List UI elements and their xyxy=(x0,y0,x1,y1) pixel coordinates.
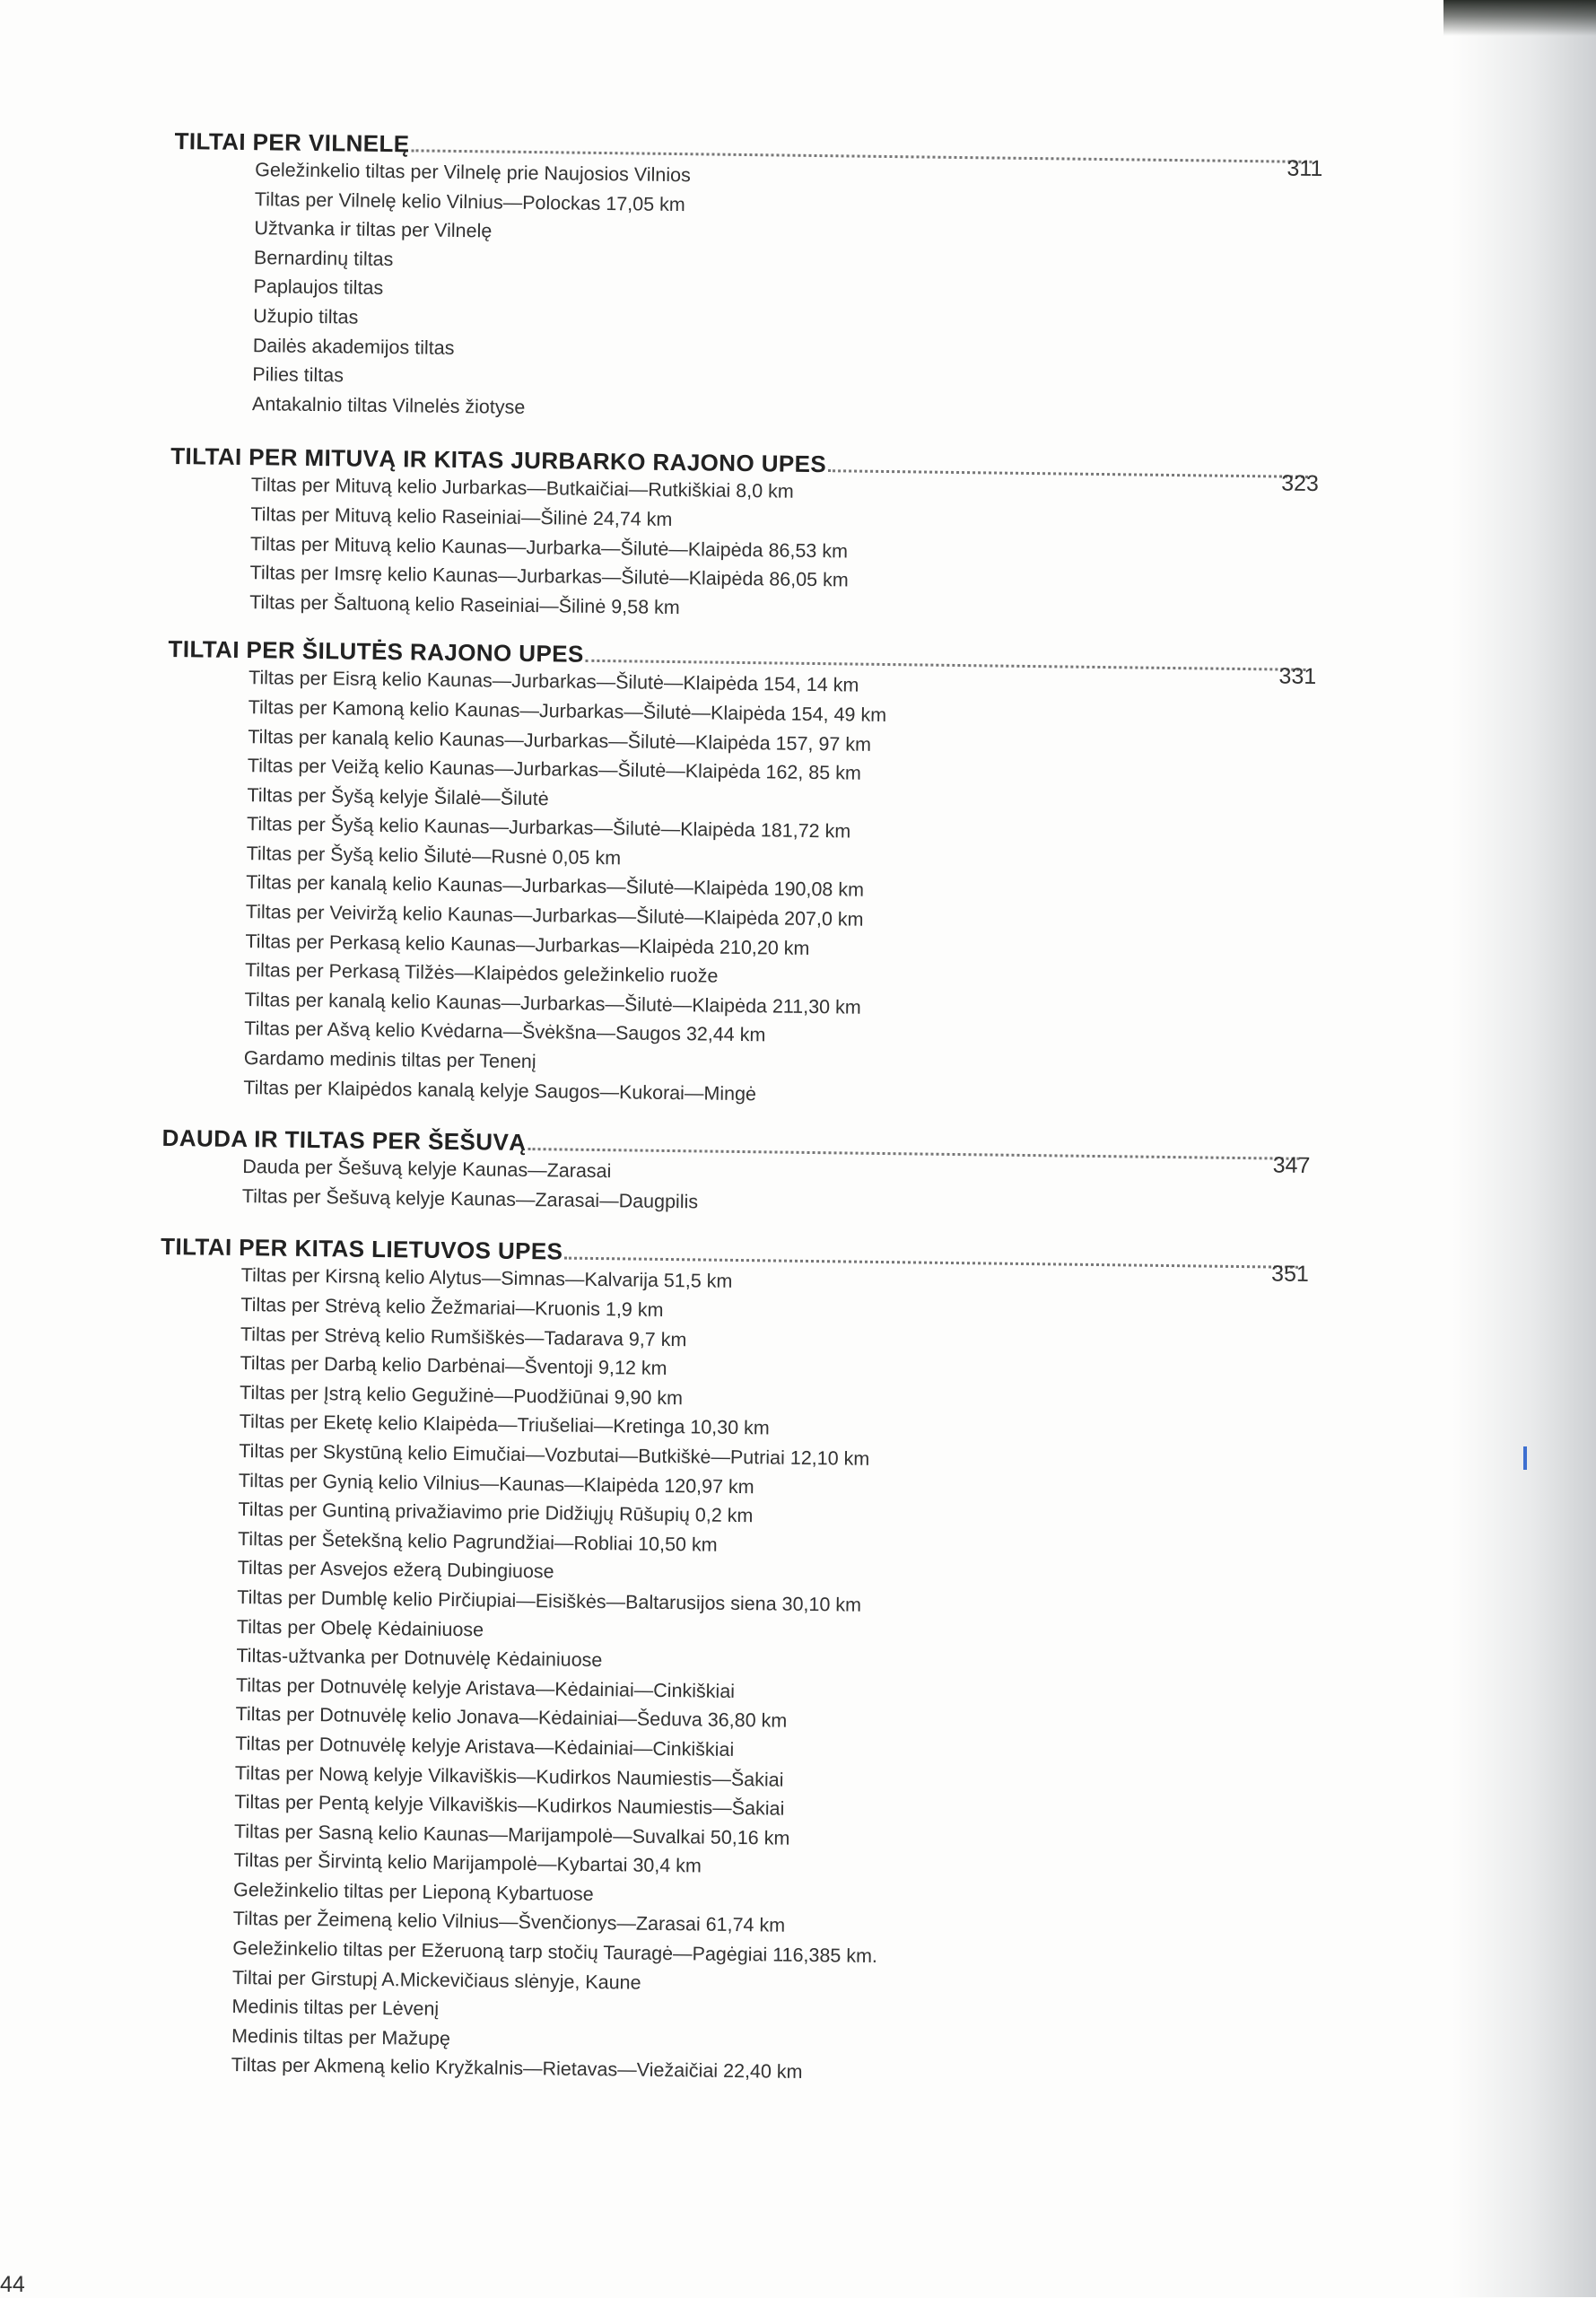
toc-entry: Tiltas per Asvejos ežerą Dubingiuose xyxy=(237,1557,554,1583)
toc-entry: Tiltas per Darbą kelio Darbėnai—Šventoji 9,12 km xyxy=(240,1352,667,1380)
toc-entry: Tiltas per Dotnuvėlę kelyje Aristava—Kėdainiai—Cinkiškiai xyxy=(235,1732,735,1761)
bookmark-strip xyxy=(1523,1446,1527,1470)
toc-entry: Geležinkelio tiltas per Vilnelę prie Naujosios Vilnios xyxy=(255,159,691,187)
section-title: TILTAI PER ŠILUTĖS RAJONO UPES xyxy=(168,635,584,668)
toc-entry: Tiltas per Imsrę kelio Kaunas—Jurbarkas—Šilutė—Klaipėda 86,05 km xyxy=(249,562,849,591)
toc-entry: Užtvanka ir tiltas per Vilnelę xyxy=(254,217,493,242)
section-title: TILTAI PER KITAS LIETUVOS UPES xyxy=(160,1233,563,1265)
toc-entry: Pilies tiltas xyxy=(252,363,344,387)
toc-entry: Tiltas per Perkasą kelio Kaunas—Jurbarkas—Klaipėda 210,20 km xyxy=(245,930,810,959)
toc-entry: Paplaujos tiltas xyxy=(253,275,384,300)
section-page-number: 323 xyxy=(1281,470,1320,497)
section-page-number: 331 xyxy=(1278,663,1317,690)
toc-entry: Tiltas per Mituvą kelio Raseiniai—Šilinė 24,74 km xyxy=(250,503,673,530)
toc-entry: Tiltas per Žeimeną kelio Vilnius—Švenčionys—Zarasai 61,74 km xyxy=(232,1908,786,1937)
toc-entry: Antakalnio tiltas Vilnelės žiotyse xyxy=(251,392,526,418)
toc-entry: Tiltas per kanalą kelio Kaunas—Jurbarkas—Šilutė—Klaipėda 211,30 km xyxy=(244,988,861,1018)
toc-entry: Tiltas per Ašvą kelio Kvėdarna—Švėkšna—Saugos 32,44 km xyxy=(244,1018,766,1046)
toc-entry: Tiltas per Skystūną kelio Eimučiai—Vozbutai—Butkiškė—Putriai 12,10 km xyxy=(239,1439,870,1470)
toc-entry: Tiltas per Mituvą kelio Kaunas—Jurbarka—Šilutė—Klaipėda 86,53 km xyxy=(249,532,849,562)
toc-entry: Užupio tiltas xyxy=(253,305,359,328)
toc-entry: Tiltas per Strėvą kelio Žežmariai—Kruonis 1,9 km xyxy=(240,1294,664,1321)
section-title: TILTAI PER VILNELĘ xyxy=(174,127,410,158)
toc-entry: Tiltas per Veižą kelio Kaunas—Jurbarkas—Šilutė—Klaipėda 162, 85 km xyxy=(247,755,861,784)
page-number: 44 xyxy=(0,2272,25,2297)
toc-entry: Tiltai per Girstupį A.Mickevičiaus slėnyje, Kaune xyxy=(231,1966,641,1994)
toc-entry: Tiltas per Guntiną privažiavimo prie Didžiųjų Rūšupių 0,2 km xyxy=(238,1499,754,1527)
section-entries xyxy=(171,154,1323,432)
section-title: TILTAI PER MITUVĄ IR KITAS JURBARKO RAJONO UPES xyxy=(170,442,827,478)
toc-entry: Medinis tiltas per Mažupę xyxy=(231,2024,451,2049)
toc-entry: Tiltas per Dotnuvėlę kelio Jonava—Kėdainiai—Šeduva 36,80 km xyxy=(235,1703,788,1733)
toc-entry: Tiltas per Kamoną kelio Kaunas—Jurbarkas—Šilutė—Klaipėda 154, 49 km xyxy=(248,695,887,726)
toc-entry: Tiltas per Dumblę kelio Pirčiupiai—Eisiškės—Baltarusijos siena 30,10 km xyxy=(237,1586,862,1616)
toc-entry: Tiltas-užtvanka per Dotnuvėlę Kėdainiuose xyxy=(236,1645,603,1672)
toc-entry: Dauda per Šešuvą kelyje Kaunas—Zarasai xyxy=(242,1156,612,1183)
section-page-number: 351 xyxy=(1270,1261,1310,1288)
toc-entry: Tiltas per Gynią kelio Vilnius—Kaunas—Klaipėda 120,97 km xyxy=(238,1469,754,1498)
toc-entry: Tiltas per Dotnuvėlę kelyje Aristava—Kėdainiai—Cinkiškiai xyxy=(235,1673,736,1702)
toc-entry: Tiltas per Šyšą kelyje Šilalė—Šilutė xyxy=(247,783,549,809)
toc-entry: Tiltas per Šyšą kelio Šilutė—Rusnė 0,05 km xyxy=(246,842,622,869)
toc-entry: Tiltas per Širvintą kelio Marijampolė—Kybartai 30,4 km xyxy=(233,1849,702,1877)
toc-entry: Geležinkelio tiltas per Lieponą Kybartuose xyxy=(233,1878,594,1905)
section-entries xyxy=(150,1260,1308,2093)
toc-entry: Tiltas per Kirsną kelio Alytus—Simnas—Kalvarija 51,5 km xyxy=(240,1264,733,1293)
toc-entry: Tiltas per Eketę kelio Klaipėda—Triušeliai—Kretinga 10,30 km xyxy=(239,1411,770,1439)
section-title: DAUDA IR TILTAS PER ŠEŠUVĄ xyxy=(161,1124,527,1157)
toc-entry: Tiltas per Šešuvą kelyje Kaunas—Zarasai—Daugpilis xyxy=(241,1184,699,1213)
toc-entry: Tiltas per Akmeną kelio Kryžkalnis—Rietavas—Viežaičiai 22,40 km xyxy=(231,2054,803,2084)
toc-entry: Tiltas per kanalą kelio Kaunas—Jurbarkas—Šilutė—Klaipėda 157, 97 km xyxy=(248,725,872,756)
table-of-contents xyxy=(150,115,1322,2093)
toc-entry: Tiltas per Eisrą kelio Kaunas—Jurbarkas—Šilutė—Klaipėda 154, 14 km xyxy=(248,667,859,696)
toc-section xyxy=(150,1220,1309,2093)
toc-entry: Tiltas per Vilnelę kelio Vilnius—Polockas 17,05 km xyxy=(254,188,685,215)
toc-entry: Tiltas per Klaipėdos kanalą kelyje Saugos—Kukorai—Mingė xyxy=(243,1076,757,1105)
section-page-number: 347 xyxy=(1272,1152,1311,1179)
toc-section xyxy=(162,623,1317,1115)
toc-entry: Tiltas per Veiviržą kelio Kaunas—Jurbarkas—Šilutė—Klaipėda 207,0 km xyxy=(245,901,864,931)
toc-entry: Tiltas per Šetekšną kelio Pagrundžiai—Robliai 10,50 km xyxy=(237,1527,718,1556)
toc-entry: Tiltas per Nową kelyje Vilkaviškis—Kudirkos Naumiestis—Šakiai xyxy=(234,1761,784,1791)
toc-section xyxy=(171,115,1323,432)
section-entries xyxy=(169,469,1319,630)
toc-entry: Medinis tiltas per Lėvenį xyxy=(231,1996,440,2021)
page-edge-shadow xyxy=(1452,0,1596,2297)
section-entries xyxy=(162,662,1316,1115)
toc-entry: Tiltas per kanalą kelio Kaunas—Jurbarkas—Šilutė—Klaipėda 190,08 km xyxy=(246,871,865,902)
dot-leader xyxy=(828,470,1308,479)
toc-entry: Tiltas per Pentą kelyje Vilkaviškis—Kudirkos Naumiestis—Šakiai xyxy=(234,1791,785,1820)
toc-entry: Tiltas per Obelę Kėdainiuose xyxy=(236,1615,484,1640)
section-page-number: 311 xyxy=(1286,155,1323,182)
toc-entry: Dailės akademijos tiltas xyxy=(252,334,455,359)
toc-section xyxy=(169,430,1319,630)
toc-entry: Tiltas per Sasną kelio Kaunas—Marijampolė—Suvalkai 50,16 km xyxy=(233,1820,790,1849)
toc-entry: Tiltas per Strėvą kelio Rumšiškės—Tadarava 9,7 km xyxy=(240,1323,687,1350)
toc-section xyxy=(161,1112,1311,1224)
toc-entry: Tiltas per Šyšą kelio Kaunas—Jurbarkas—Šilutė—Klaipėda 181,72 km xyxy=(246,813,851,843)
toc-entry: Geležinkelio tiltas per Ežeruoną tarp stočių Tauragė—Pagėgiai 116,385 km. xyxy=(232,1937,878,1968)
toc-entry: Bernardinų tiltas xyxy=(253,246,394,270)
scan-corner xyxy=(1443,0,1596,36)
toc-entry: Tiltas per Perkasą Tilžės—Klaipėdos geležinkelio ruože xyxy=(244,959,719,987)
toc-entry: Tiltas per Šaltuoną kelio Raseiniai—Šilinė 9,58 km xyxy=(249,590,680,618)
toc-entry: Tiltas per Įstrą kelio Gegužinė—Puodžiūnai 9,90 km xyxy=(239,1381,684,1410)
toc-entry: Tiltas per Mituvą kelio Jurbarkas—Butkaičiai—Rutkiškiai 8,0 km xyxy=(250,474,794,503)
toc-entry: Gardamo medinis tiltas per Tenenį xyxy=(243,1047,536,1073)
